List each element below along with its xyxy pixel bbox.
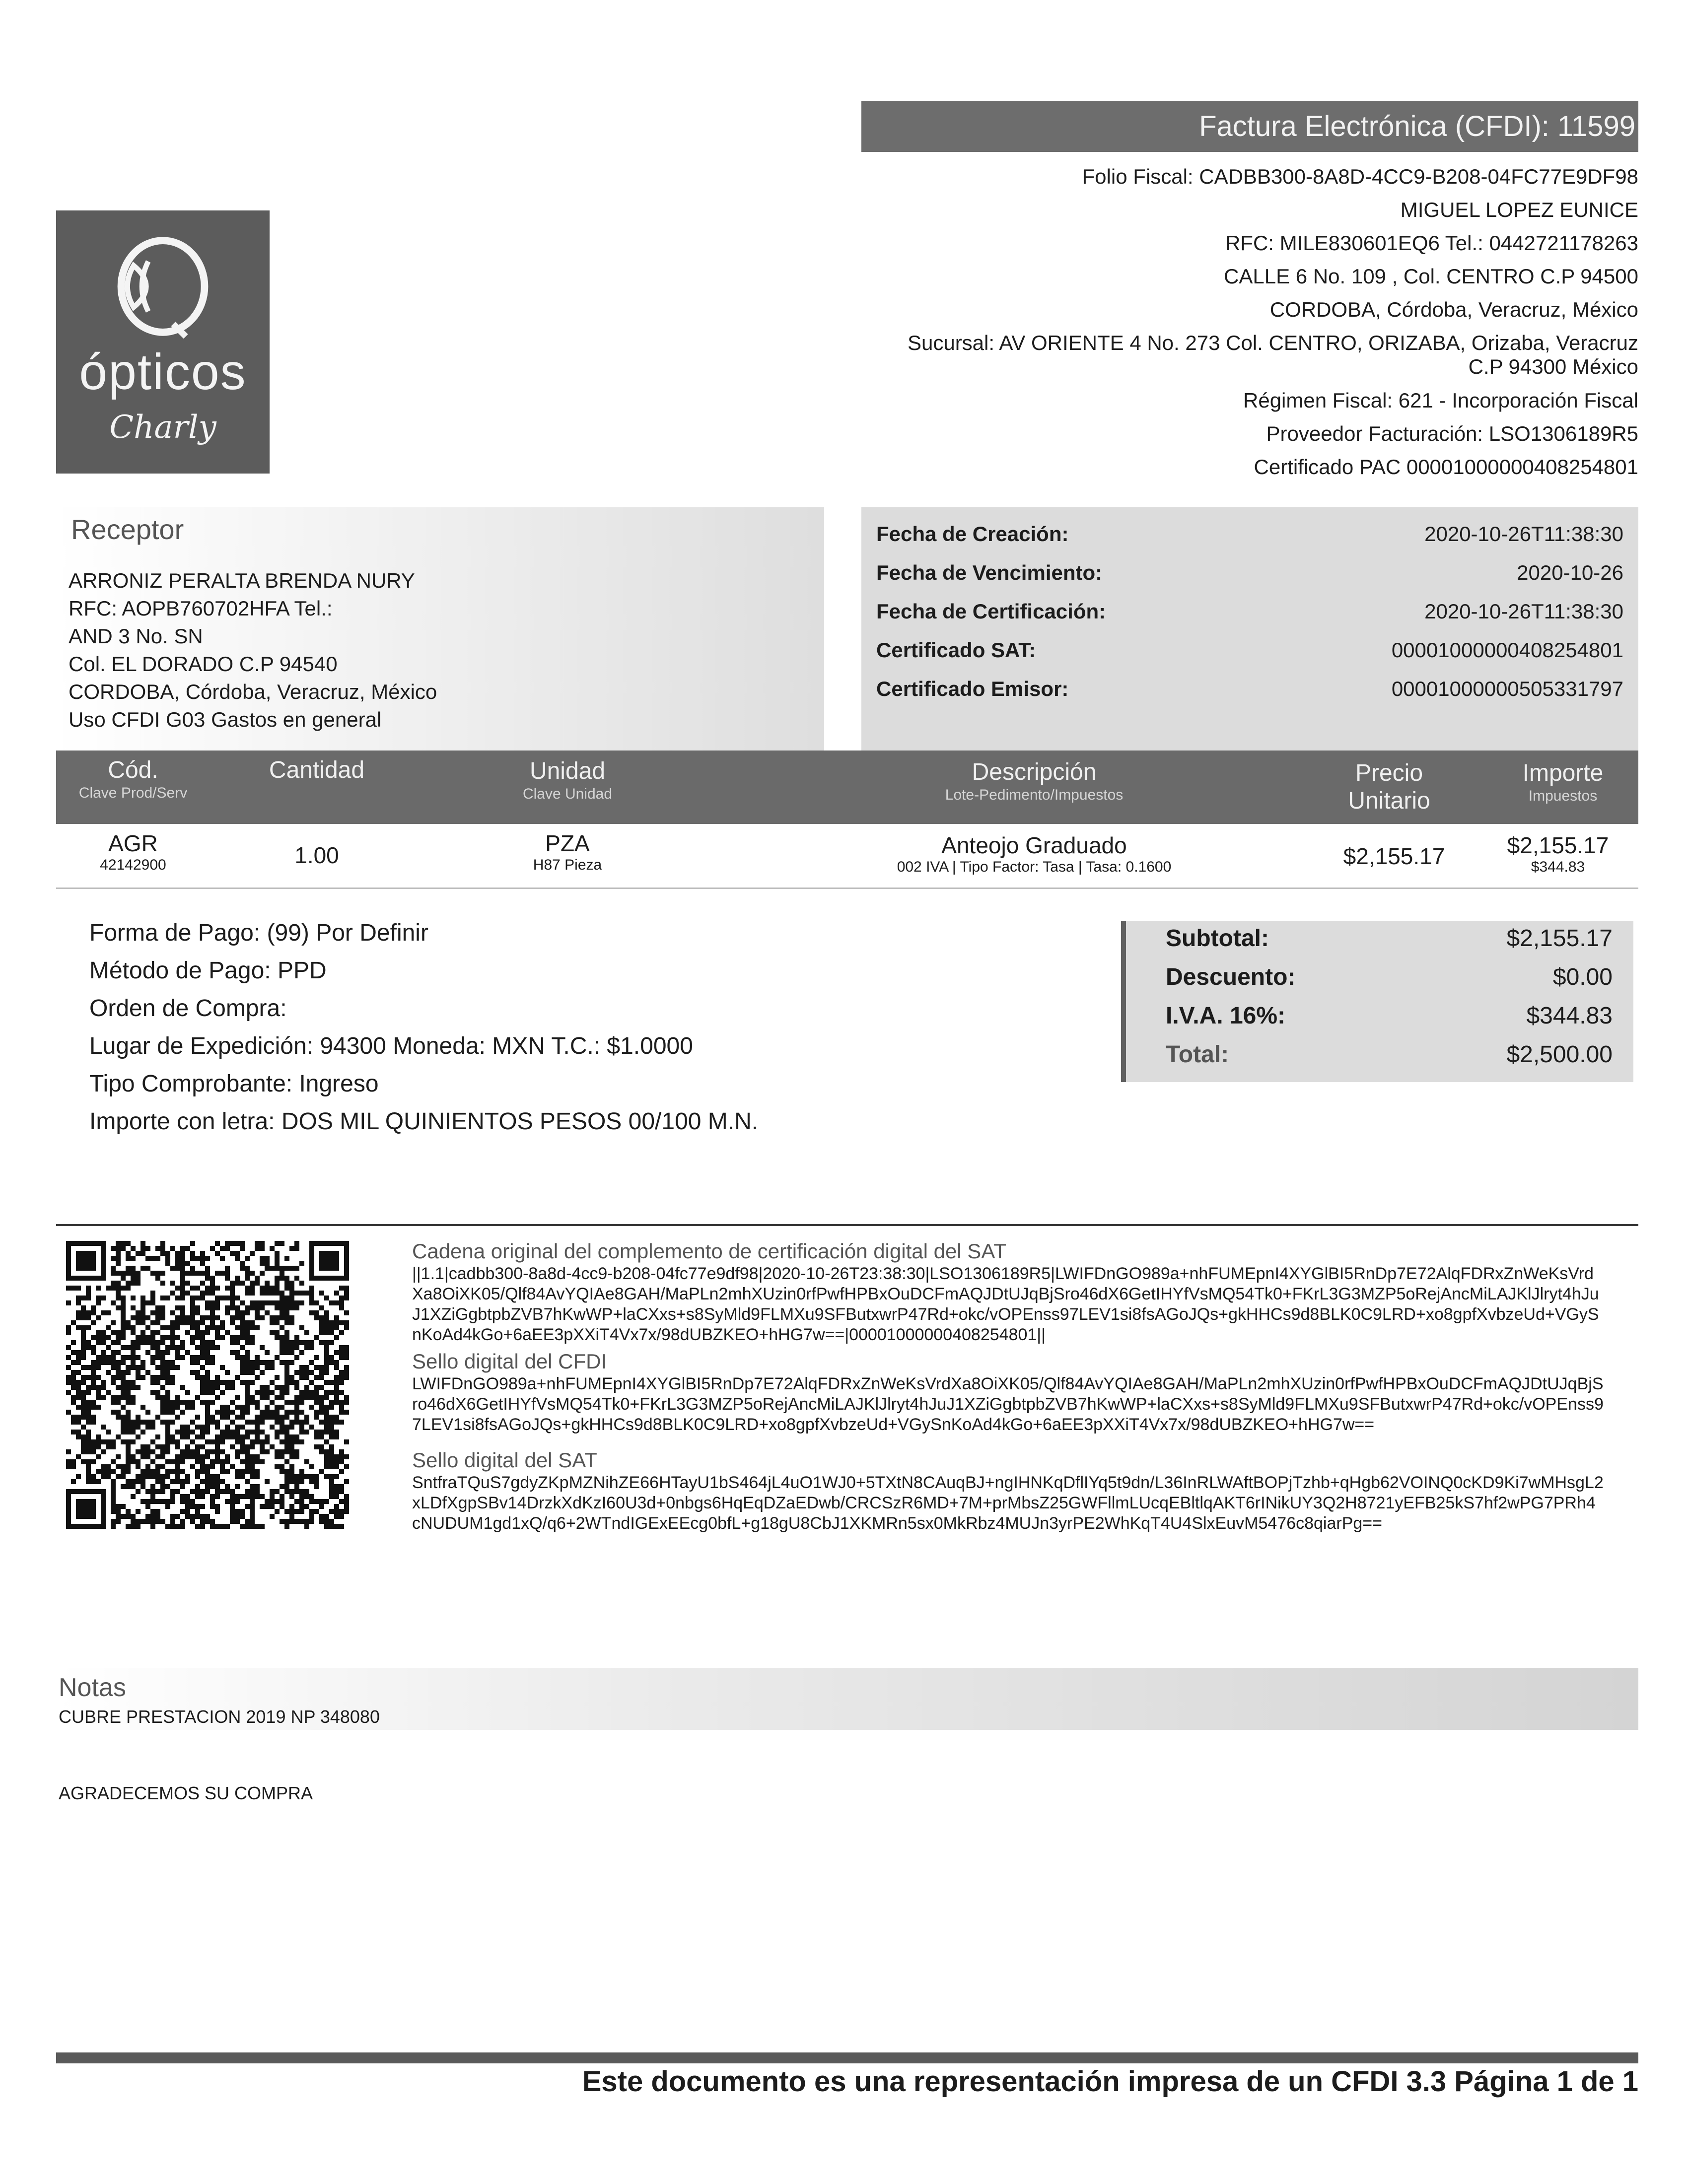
orden-compra: Orden de Compra: [89,995,287,1022]
receptor-rfc: RFC: AOPB760702HFA Tel.: [69,597,333,620]
issuer-cert-pac: Certificado PAC 00001000000408254801 [1254,455,1638,478]
cadena-original-text: ||1.1|cadbb300-8a8d-4cc9-b208-04fc77e9df98|2020-10-26T23:38:30|LSO1306189R5|LWIFDnGO989a+nhFUMEpnI4XYGlBI5RnDp7E72AlqFDRxZnWeKsVrdXa8OiXK05/Qlf84AvYQIAe8GAH/MaPLn2mhXUzin0rfPwfHPBxOuDCFmAQJDtUJqBjSro46dX6GetIHYfVsMQ54Tk0+FKrL3G3MZP5oRejAncMiLAJKlJlryt4hJuJ1XZiGgbtpbZVB7hKwWP+laCXxs+s8SyMld9FLMXu9SFButxwrP47Rd+okc/vOPEnss97LEV1si8fsAGoJQs+gkHHCs9d8BLK0C9LRD+xo8gpfXvbzeUd+VGySnKoAd4kGo+6aEE3pXXiT4Vx7x/98dUBZKEO+hHG7w==|00001000000408254801|| [412,1264,1599,1344]
receptor-details [69,567,437,734]
issuer-provider: Proveedor Facturación: LSO1306189R5 [1266,422,1638,445]
cell-descripcion: Anteojo Graduado 002 IVA | Tipo Factor: Tasa | Tasa: 0.1600 [897,832,1172,875]
cadena-original-title: Cadena original del complemento de certificación digital del SAT [412,1239,1006,1263]
col-header-descripcion: Descripción Lote-Pedimento/Impuestos [945,759,1124,803]
optical-mark-icon [111,234,215,339]
company-logo [56,210,270,474]
fecha-creacion-row [876,522,1623,561]
importe-letra: Importe con letra: DOS MIL QUINIENTOS PESOS 00/100 M.N. [89,1108,759,1135]
col-header-unidad: Unidad Clave Unidad [522,758,613,802]
fecha-label: Fecha de Creación: [876,522,1069,546]
fecha-vencimiento-row [876,561,1623,600]
metodo-pago: Método de Pago: PPD [89,957,327,984]
receptor-colonia: Col. EL DORADO C.P 94540 [69,652,338,676]
fecha-value: 00001000000408254801 [1391,638,1623,662]
section-divider [56,1224,1638,1226]
col-header-importe: Importe Impuestos [1522,760,1604,804]
sat-stamps [412,1239,1604,1534]
cell-importe: $2,155.17 $344.83 [1507,832,1609,875]
forma-pago: Forma de Pago: (99) Por Definir [89,920,428,946]
footer-bar [56,2052,1638,2063]
fecha-value: 2020-10-26T11:38:30 [1424,522,1623,546]
receptor-name: ARRONIZ PERALTA BRENDA NURY [69,569,415,592]
fecha-value: 00001000000505331797 [1391,677,1623,700]
receptor-heading: Receptor [71,514,184,545]
certificado-emisor-row [876,677,1623,716]
invoice-title: Factura Electrónica (CFDI): 11599 [861,101,1638,152]
fecha-label: Fecha de Vencimiento: [876,561,1103,584]
notes-panel [56,1668,1638,1730]
issuer-name: MIGUEL LOPEZ EUNICE [1400,198,1638,221]
iva-row: I.V.A. 16%: $344.83 [1166,1003,1613,1029]
fecha-certificacion-row [876,600,1623,638]
subtotal-row: Subtotal: $2,155.17 [1166,925,1613,952]
receptor-street: AND 3 No. SN [69,624,203,648]
fecha-value: 2020-10-26T11:38:30 [1424,600,1623,623]
cell-cantidad: 1.00 [294,842,339,868]
sello-cfdi-text: LWIFDnGO989a+nhFUMEpnI4XYGlBI5RnDp7E72AlqFDRxZnWeKsVrdXa8OiXK05/Qlf84AvYQIAe8GAH/MaPLn2mhXUzin0rfPwfHPBxOuDCFmAQJDtUJqBjSro46dX6GetIHYfVsMQ54Tk0+FKrL3G3MZP5oRejAncMiLAJKlJlryt4hJuJ1XZiGgbtpbZVB7hKwWP+laCXxs+s8SyMld9FLMXu9SFButxwrP47Rd+okc/vOPEnss97LEV1si8fsAGoJQs+gkHHCs9d8BLK0C9LRD+xo8gpfXvbzeUd+VGySnKoAd4kGo+6aEE3pXXiT4Vx7x/98dUBZKEO+hHG7w== [412,1374,1604,1434]
logo-wordmark: ópticos [79,343,247,400]
col-header-precio: Precio Unitario [1348,760,1430,814]
fecha-label: Certificado SAT: [876,638,1036,662]
sello-cfdi-title: Sello digital del CFDI [412,1350,607,1373]
total-row: Total: $2,500.00 [1166,1041,1613,1068]
receptor-city: CORDOBA, Córdoba, Veracruz, México [69,680,437,703]
table-row [56,828,1638,889]
sello-sat-title: Sello digital del SAT [412,1448,597,1472]
issuer-rfc: RFC: MILE830601EQ6 Tel.: 0442721178263 [1225,231,1638,255]
issuer-branch: Sucursal: AV ORIENTE 4 No. 273 Col. CENTRO, ORIZABA, Orizaba, Veracruz C.P 94300 México [907,331,1638,378]
certificado-sat-row [876,638,1623,677]
sello-sat-text: SntfraTQuS7gdyZKpMZNihZE66HTayU1bS464jL4uO1WJ0+5TXtN8CAuqBJ+ngIHNKqDflIYq5t9dn/L36InRLWAftBOPjTzhb+qHgb62VOINQ0cKD9Ki7wMHsgL2xLDfXgpSBv14DrzkXdKzI60U3d+0nbgs6HqEqDZaEDwb/CRCSzR6MD+7M+prMbsZ25GWFllmLUcqEBltlqAKT6rINikUY3Q2H8721yEFB25kS7hf2wPG7PRh4cNUDUM1gd1xQ/q6+2WTndIGExEEcg0bfL+g18gU8CbJ1XKMRn5sx0MkRbz4MUJn3yrPE2WhKqT4U4SlxEuvM5476c8qiarPg== [412,1473,1604,1533]
cell-codigo: AGR 42142900 [100,830,166,873]
notes-text: CUBRE PRESTACION 2019 NP 348080 [59,1706,380,1727]
notes-heading: Notas [59,1673,126,1702]
payment-info [89,914,758,1141]
lugar-expedicion: Lugar de Expedición: 94300 Moneda: MXN T.C.: $1.0000 [89,1033,693,1059]
cell-precio: $2,155.17 [1343,843,1445,869]
fecha-value: 2020-10-26 [1517,561,1623,584]
fecha-label: Fecha de Certificación: [876,600,1106,623]
issuer-address: CALLE 6 No. 109 , Col. CENTRO C.P 94500 [1224,265,1638,288]
issuer-regimen: Régimen Fiscal: 621 - Incorporación Fiscal [1243,389,1638,412]
totals-panel [1121,921,1633,1082]
receptor-uso-cfdi: Uso CFDI G03 Gastos en general [69,708,382,731]
cell-unidad: PZA H87 Pieza [533,830,602,873]
col-header-cantidad: Cantidad [269,757,365,783]
logo-script: Charly [109,409,216,446]
qr-code [66,1241,349,1529]
folio-fiscal: Folio Fiscal: CADBB300-8A8D-4CC9-B208-04FC77E9DF98 [1082,165,1638,188]
fecha-label: Certificado Emisor: [876,677,1069,700]
footer-note: Este documento es una representación impresa de un CFDI 3.3 Página 1 de 1 [582,2065,1638,2098]
items-table-header [56,751,1638,824]
issuer-info [869,160,1638,483]
dates-panel [861,507,1638,753]
tipo-comprobante: Tipo Comprobante: Ingreso [89,1071,379,1097]
issuer-city: CORDOBA, Córdoba, Veracruz, México [1269,298,1638,321]
receptor-panel [56,507,824,753]
col-header-codigo: Cód. Clave Prod/Serv [78,757,188,801]
descuento-row: Descuento: $0.00 [1166,964,1613,990]
thanks-message: AGRADECEMOS SU COMPRA [59,1783,313,1803]
